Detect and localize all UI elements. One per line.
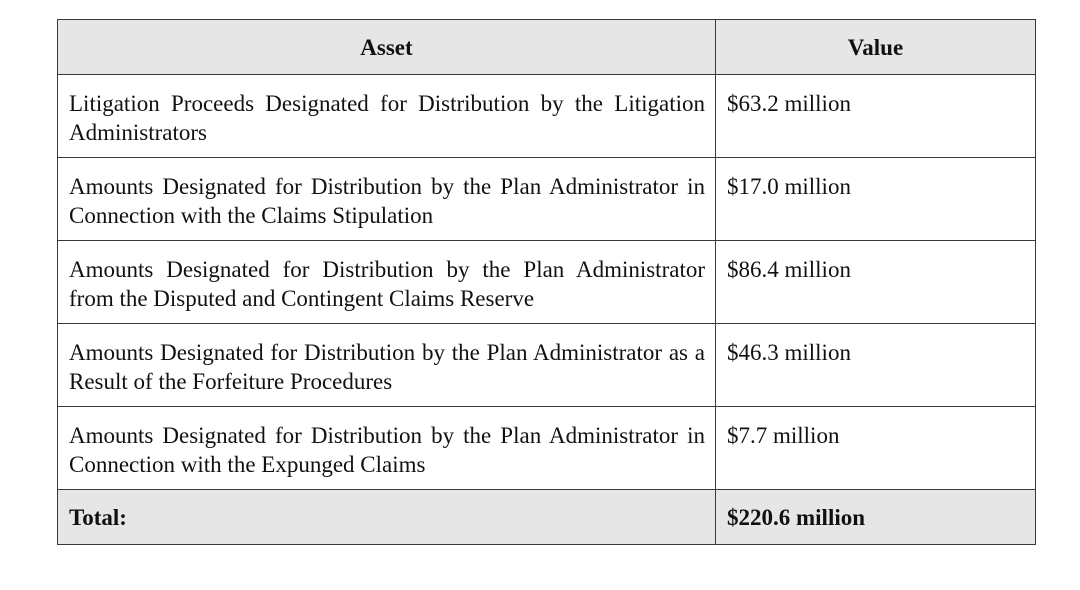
asset-value-table-container — [57, 19, 1035, 545]
asset-value-table — [57, 19, 1036, 545]
table-row — [58, 158, 1036, 241]
total-value: $220.6 million — [716, 490, 1036, 545]
value-cell: $17.0 million — [716, 158, 1036, 241]
column-header-asset: Asset — [58, 20, 716, 75]
asset-cell: Amounts Designated for Distribution by the Plan Administrator from the Disputed and Contingent Claims Reserve — [58, 241, 716, 324]
table-header-row — [58, 20, 1036, 75]
value-cell: $86.4 million — [716, 241, 1036, 324]
total-label: Total: — [58, 490, 716, 545]
value-cell: $7.7 million — [716, 407, 1036, 490]
value-cell: $63.2 million — [716, 75, 1036, 158]
asset-cell: Amounts Designated for Distribution by the Plan Administrator in Connection with the Claims Stipulation — [58, 158, 716, 241]
asset-cell: Amounts Designated for Distribution by the Plan Administrator in Connection with the Expunged Claims — [58, 407, 716, 490]
table-row — [58, 407, 1036, 490]
total-row — [58, 490, 1036, 545]
asset-cell: Amounts Designated for Distribution by the Plan Administrator as a Result of the Forfeiture Procedures — [58, 324, 716, 407]
value-cell: $46.3 million — [716, 324, 1036, 407]
table-row — [58, 324, 1036, 407]
asset-cell: Litigation Proceeds Designated for Distribution by the Litigation Administrators — [58, 75, 716, 158]
table-row — [58, 241, 1036, 324]
table-row — [58, 75, 1036, 158]
column-header-value: Value — [716, 20, 1036, 75]
